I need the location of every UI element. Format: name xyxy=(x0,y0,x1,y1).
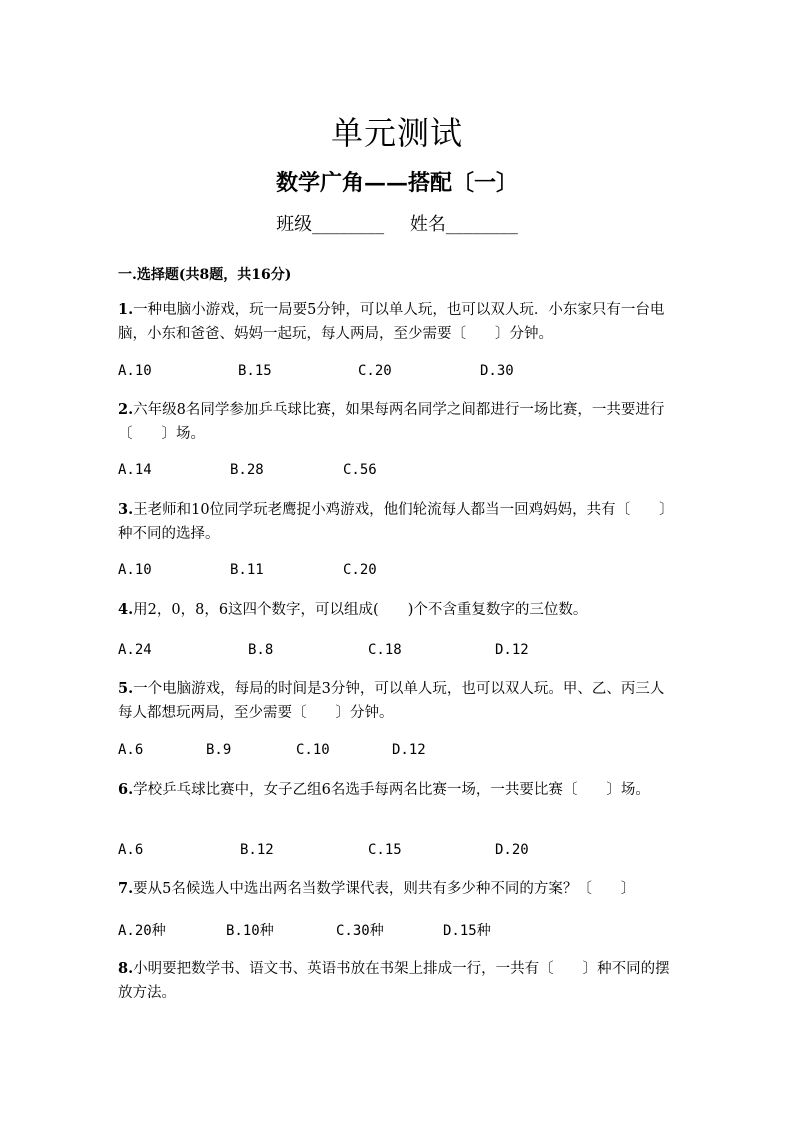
student-info-fields xyxy=(0,210,794,236)
question-text: 小明要把数学书、语文书、英语书放在书架上排成一行，一共有〔 〕种不同的摆放方法。 xyxy=(118,961,670,1001)
option-a: A.10 xyxy=(118,363,152,379)
question-number: 1. xyxy=(118,301,134,318)
question-number: 8. xyxy=(118,960,134,977)
option-b: B.8 xyxy=(248,642,274,658)
question-text: 学校乒乓球比赛中，女子乙组6名选手每两名比赛一场，一共要比赛〔 〕场。 xyxy=(133,782,650,798)
section-title: 一.选择题(共8题，共16分) xyxy=(118,267,292,283)
question-6 xyxy=(118,778,678,802)
question-text: 王老师和10位同学玩老鹰捉小鸡游戏，他们轮流每人都当一回鸡妈妈，共有〔 〕种不同的选择。 xyxy=(118,502,674,542)
option-c: C.20 xyxy=(358,363,392,379)
page-subtitle: 数学广角——搭配〔一〕 xyxy=(275,170,518,196)
option-d: D.12 xyxy=(392,742,426,758)
option-b: B.28 xyxy=(230,462,264,478)
class-field: 班级________ xyxy=(276,214,385,235)
option-d: D.20 xyxy=(495,842,529,858)
question-number: 3. xyxy=(118,501,134,518)
option-a: A.14 xyxy=(118,462,152,478)
question-4-options xyxy=(118,642,678,662)
option-b: B.15 xyxy=(238,363,272,379)
option-b: B.10种 xyxy=(226,923,274,939)
option-a: A.10 xyxy=(118,562,152,578)
question-3 xyxy=(118,498,678,546)
option-a: A.20种 xyxy=(118,923,166,939)
question-2 xyxy=(118,398,678,446)
option-c: C.18 xyxy=(368,642,402,658)
question-number: 2. xyxy=(118,401,134,418)
question-7-options xyxy=(118,920,678,940)
question-8 xyxy=(118,957,678,1005)
question-5 xyxy=(118,677,678,725)
option-b: B.12 xyxy=(240,842,274,858)
option-b: B.11 xyxy=(230,562,264,578)
option-c: C.20 xyxy=(343,562,377,578)
question-number: 5. xyxy=(118,680,134,697)
option-c: C.10 xyxy=(296,742,330,758)
name-field: 姓名________ xyxy=(409,214,518,235)
question-text: 要从5名候选人中选出两名当数学课代表，则共有多少种不同的方案？〔 〕 xyxy=(133,881,636,897)
question-7 xyxy=(118,877,678,901)
option-d: D.30 xyxy=(480,363,514,379)
question-number: 4. xyxy=(118,601,134,618)
question-1 xyxy=(118,298,678,346)
option-a: A.6 xyxy=(118,842,144,858)
page-title: 单元测试 xyxy=(330,114,463,152)
question-text: 六年级8名同学参加乒乓球比赛，如果每两名同学之间都进行一场比赛，一共要进行〔 〕场。 xyxy=(118,402,665,442)
question-number: 6. xyxy=(118,781,134,798)
option-d: D.12 xyxy=(495,642,529,658)
option-a: A.6 xyxy=(118,742,144,758)
option-c: C.30种 xyxy=(336,923,384,939)
option-a: A.24 xyxy=(118,642,152,658)
option-c: C.15 xyxy=(368,842,402,858)
question-6-options xyxy=(118,842,678,862)
question-text: 用2，0，8，6这四个数字，可以组成( )个不含重复数字的三位数。 xyxy=(133,602,588,618)
question-text: 一个电脑游戏，每局的时间是3分钟，可以单人玩，也可以双人玩。甲、乙、丙三人每人都想玩两局，至少需要〔 〕分钟。 xyxy=(118,681,665,721)
question-5-options xyxy=(118,742,678,762)
question-4 xyxy=(118,598,678,622)
question-number: 7. xyxy=(118,880,134,897)
question-1-options xyxy=(118,363,678,383)
option-c: C.56 xyxy=(343,462,377,478)
option-b: B.9 xyxy=(206,742,232,758)
question-2-options xyxy=(118,462,678,482)
option-d: D.15种 xyxy=(443,923,491,939)
question-3-options xyxy=(118,562,678,582)
question-text: 一种电脑小游戏，玩一局要5分钟，可以单人玩，也可以双人玩．小东家只有一台电脑，小东和爸爸、妈妈一起玩，每人两局，至少需要〔 〕分钟。 xyxy=(118,302,665,342)
